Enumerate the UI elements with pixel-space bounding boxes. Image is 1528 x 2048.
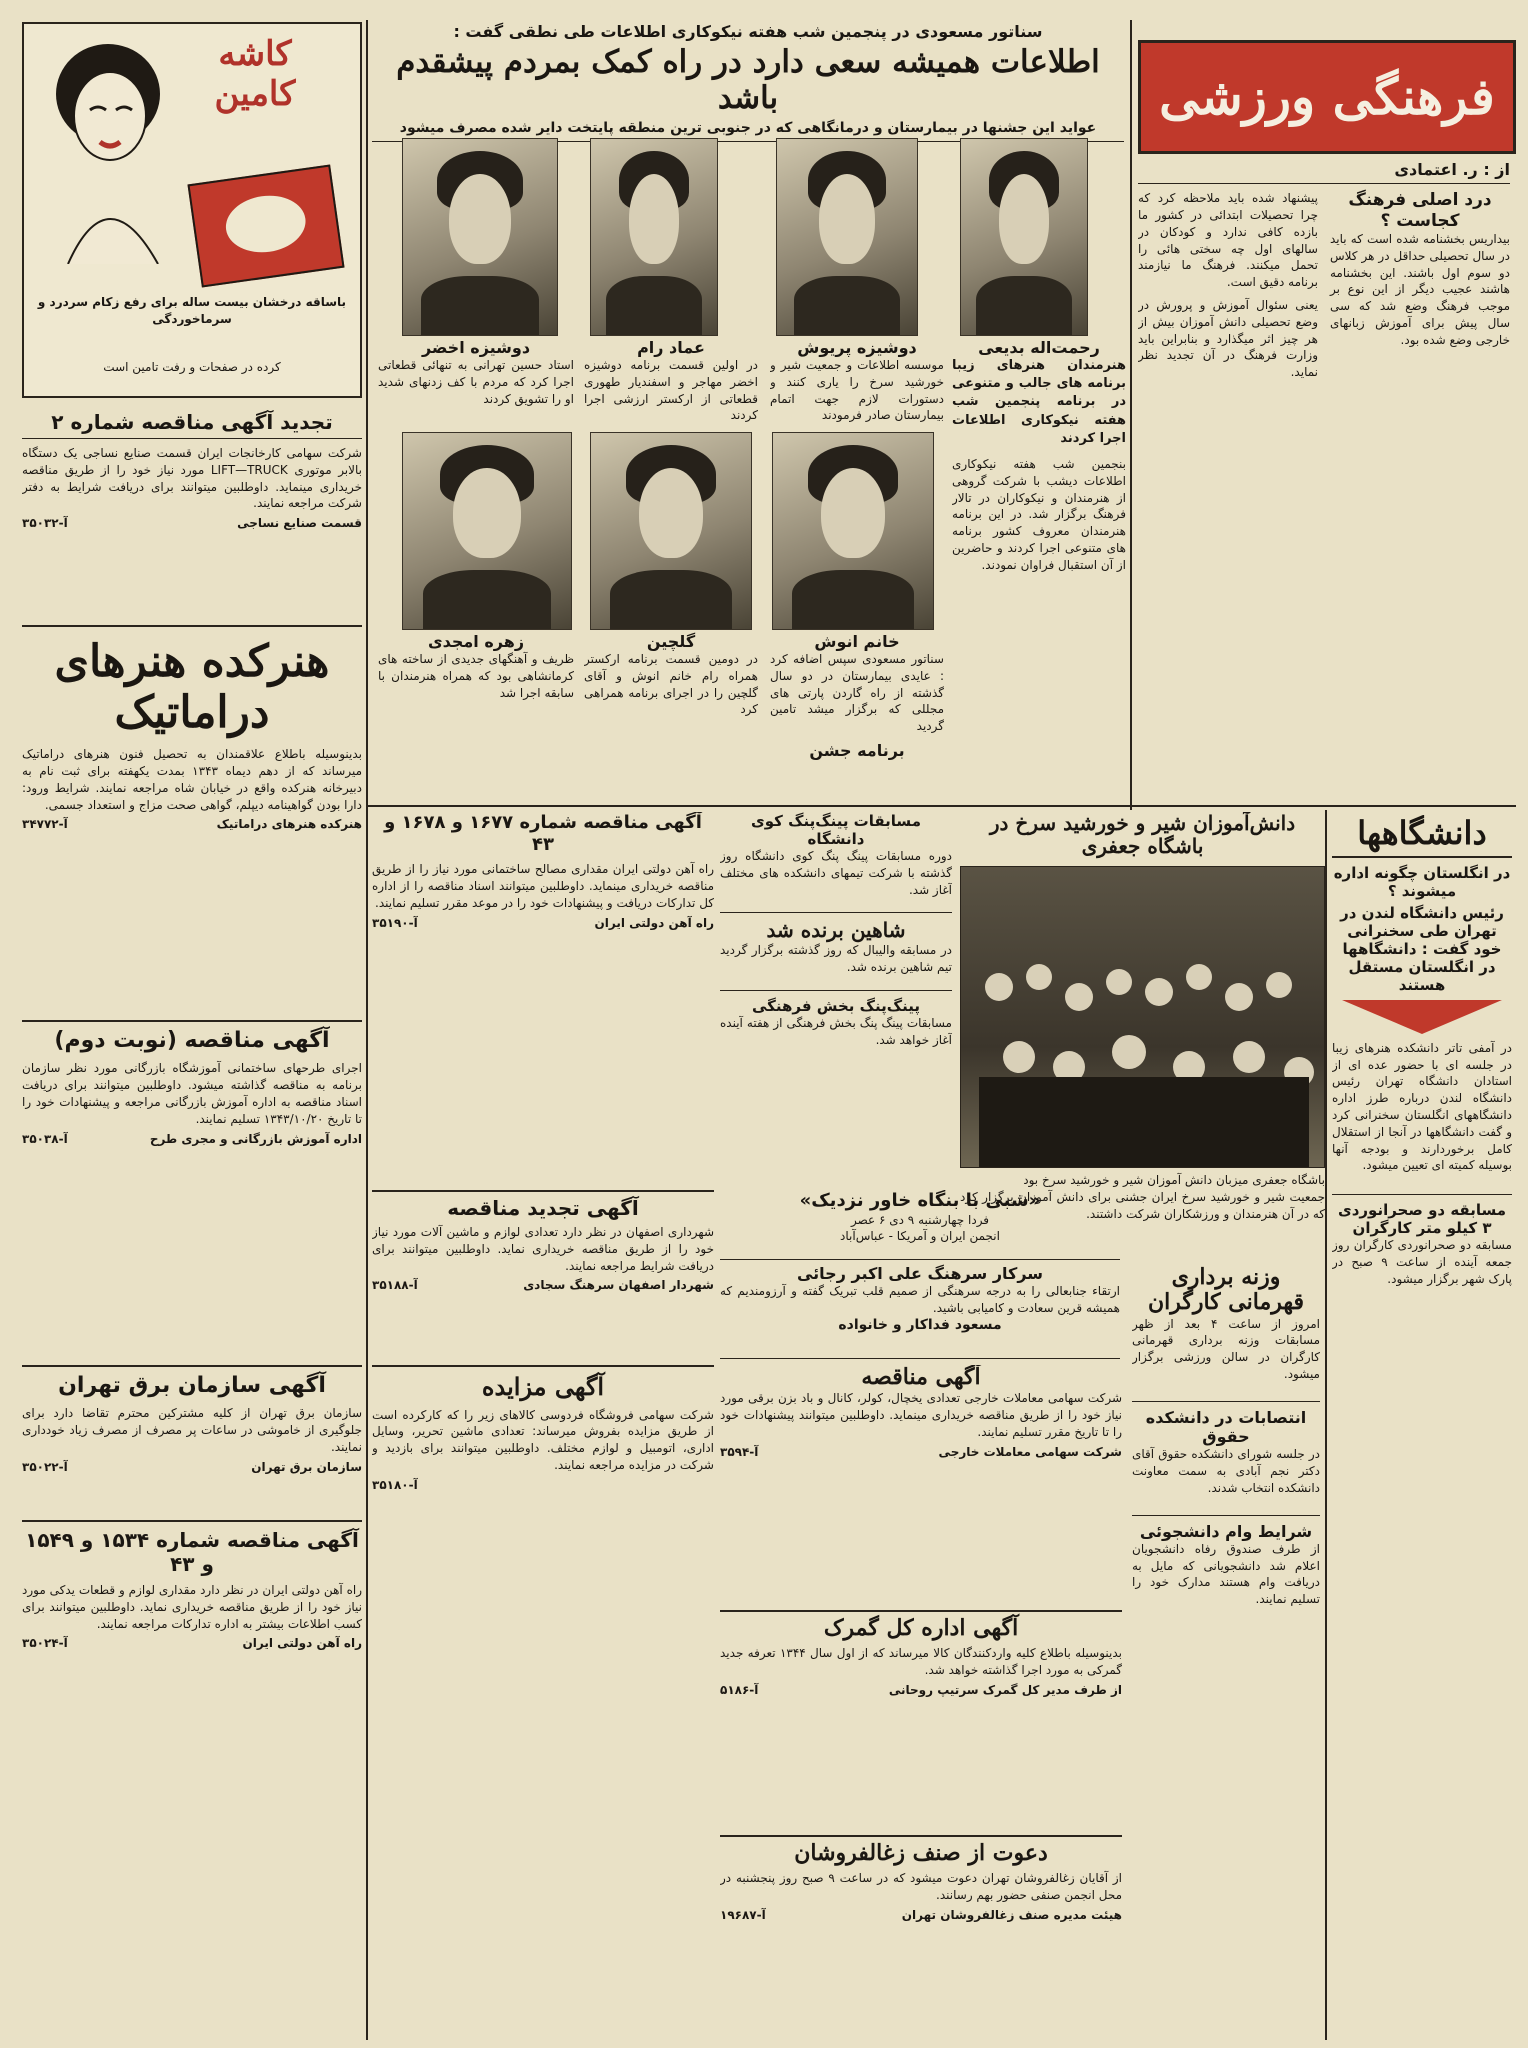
culture-question: درد اصلی فرهنگ کجاست ؟ [1348,190,1492,231]
invite-sign: هیئت مدیره صنف زغالفروشان تهران [901,1907,1122,1922]
tender-second-ref: آ-۳۵۰۳۸ [22,1131,68,1146]
race-title: مسابقه دو صحرانوردی ۳ کیلو متر کارگران [1332,1194,1512,1237]
renew-tender-sign: شهردار اصفهان سرهنگ سجادی [523,1278,714,1293]
customs-title: آگهی اداره کل گمرک [823,1615,1019,1641]
pingpong-section [720,812,952,1187]
shahin-text: در مسابقه والیبال که روز گذشته برگزار گردید تیم شاهین برنده شد. [720,943,952,975]
portrait-parivash [776,138,918,336]
tender-second-text: اجرای طرحهای ساختمانی آموزشگاه بازرگانی مورد نظر سازمان برنامه به مناقصه گذاشته میشود. داوطلبین میتوانند برای دریافت اسناد مناقصه به اداره آموزش بازرگانی مراجعه و پیشنهادات خود را تا تاریخ ۱۳۴۳/۱۰/۲۰ تسلیم نمایند. [22,1061,362,1126]
customs-ref: آ-۵۱۸۶ [720,1682,759,1697]
culture-author: از : ر. اعتمادی [1138,160,1510,184]
renew-tender-title: آگهی تجدید مناقصه [447,1196,639,1220]
prize-text: مسابقات پینگ پنگ بخش فرهنگی از هفته آینده آغاز خواهد شد. [720,1015,952,1047]
tender-1677-sign: راه آهن دولتی ایران [594,915,714,930]
weightlifting-title: وزنه برداری قهرمانی کارگران [1147,1265,1305,1316]
tender-2-notice [22,410,362,620]
tender-mid-title: آگهی مناقصه [861,1365,981,1390]
section-masthead: فرهنگی ورزشی [1138,40,1516,154]
invite-ref: آ-۱۹۶۸۷ [720,1907,766,1922]
congrats-title: سرکار سرهنگ علی اکبر رجائی [796,1264,1044,1283]
portrait-akhzar [402,138,558,336]
evening-line-2: انجمن ایران و آمریکا - عباس‌آباد [840,1229,1000,1244]
election-text: در جلسه شورای دانشکده حقوق آقای دکتر نجم آبادی به سمت معاونت دانشکده انتخاب شدند. [1132,1447,1320,1495]
drama-school-text: بدینوسیله باطلاع علاقمندان به تحصیل فنون هنرهای دراماتیک میرساند که از دهم دیماه ۱۳۴۳ بمدت یکهفته برای ثبت نام به دبیرخانه هنرکده واقع در خیابان شاه مراجعه نمایند. شرایط ورود: دارا بودن گواهینامه دیپلم، گواهی صحت مزاج و استعداد جسمی. [22,747,362,812]
evening-title: «شبی با بنگاه خاور نزدیک» [799,1190,1041,1211]
tender-2-text: شرکت سهامی کارخانجات ایران قسمت صنایع نساجی یک دستگاه بالابر موتوری LIFT—TRUCK مورد نیاز خود را از طریق مناقصه خریداری مینماید. داوطلبین میتوانند برای دریافت شرایط به دفتر شرکت مراجعه نمایند. [22,446,362,511]
program-label: برنامه جشن [809,740,905,760]
portrait-emad-ram [590,138,718,336]
renew-tender-notice [372,1190,714,1360]
name-anoush: خانم انوش [814,632,900,651]
portrait-anoush [772,432,934,630]
tender-1534-ref: آ-۳۵۰۲۴ [22,1636,68,1651]
tender-mid-notice [720,1365,1122,1605]
congrats-box [720,1264,1120,1359]
top-story-body-text: بنجمین شب هفته نیکوکاری اطلاعات دیشب با شرکت گروهی از هنرمندان و نیکوکاران در تالار فرهنگ برگزار شد. در این برنامه هنرمندان معروف کشور برنامه های متنوعی اجرا کردند و حاضرین از آن استقبال فراوان نمودند. [952,457,1126,572]
congrats-text: ارتقاء جنابعالی را به درجه سرهنگی از صمیم قلب تبریک گفته و آرزومندیم که همیشه قرین سعادت و کامیابی باشید. [720,1284,1120,1315]
caption-text-emad-ram: در اولین قسمت برنامه دوشیزه اخضر مهاجر و اسفندیار طهوری قطعاتی از ارکستر ارزشی اجرا کردند [584,358,758,423]
evening-line-1: فردا چهارشنبه ۹ دی ۶ عصر [850,1212,990,1227]
auction-title: آگهی مزایده [481,1372,605,1401]
name-badiei: رحمت‌اله بدیعی [978,338,1100,357]
electric-text: سازمان برق تهران از کلیه مشترکین محترم تقاضا دارد برای جلوگیری از خاموشی در ساعات پر مصرف از مصرف زیاد خودداری نمایند. [22,1406,362,1454]
drama-school-notice [22,625,362,1015]
portrait-golchin [590,432,752,630]
caption-text-golchin: در دومین قسمت برنامه ارکستر همراه رام خانم انوش و آقای گلچین را در اجرای برنامه همراهی کرد [584,652,758,717]
caption-text-amjadi: ظریف و آهنگهای جدیدی از ساخته های کرمانشاهی بود که همراه هنرمندان با سابقه اجرا شد [378,652,574,700]
tender-1534-notice [22,1520,362,2040]
top-story-kicker: سناتور مسعودی در پنجمین شب هفته نیکوکاری اطلاعات طی نطقی گفت : [453,22,1043,41]
column-rule [366,20,368,2040]
students-story-text: جمعیت شیر و خورشید سرخ ایران جشنی برای دانش آموزان برگزار کرد که در آن هنرمندان و ورزشکاران شرکت داشتند. [960,1189,1325,1221]
students-photo-caption: باشگاه جعفری میزبان دانش آموزان شیر و خورشید سرخ بود [1023,1173,1325,1187]
name-amjadi: زهره امجدی [427,632,525,651]
tender-1677-title: آگهی مناقصه شماره ۱۶۷۷ و ۱۶۷۸ و ۴۳ [384,812,702,855]
loan-title: شرایط وام دانشجوئی [1132,1515,1320,1541]
electric-ref: آ-۳۵۰۲۲ [22,1459,68,1474]
auction-text: شرکت سهامی فروشگاه فردوسی کالاهای زیر را که کارکرده است از طریق مزایده بفروش میرساند: تعدادی ماشین تحریر، وسایل اداری، اتومبیل و لوازم مختلف. داوطلبین میتوانند برای بازدید و شرکت در مزایده مراجعه نمایند. [372,1407,714,1472]
shahin-title: شاهین برنده شد [720,912,952,942]
race-text: مسابقه دو صحرانوردی کارگران روز جمعه آینده از ساعت ۹ صبح در پارک شهر برگزار میشود. [1332,1238,1512,1286]
customs-text: بدینوسیله باطلاع کلیه واردکنندگان کالا میرساند که از اول سال ۱۳۴۴ تعرفه جدید گمرکی به مورد اجرا گذاشته خواهد شد. [720,1646,1122,1678]
culture-text-3: یعنی سئوال آموزش و پرورش در وضع تحصیلی دانش آموزان بیش از هر چیز اثر میگذارد و بنابراین باید وزارت فرهنگ در آن تجدید نظر نماید. [1138,297,1318,380]
ad-woman-illustration [38,34,188,264]
invite-title: دعوت از صنف زغالفروشان [794,1840,1048,1866]
customs-notice [720,1610,1122,1830]
top-story-headline: اطلاعات همیشه سعی دارد در راه کمک بمردم پیشقدم باشد [396,44,1100,116]
election-title: انتصابات در دانشکده حقوق [1132,1401,1320,1446]
tender-1677-notice [372,812,714,1187]
universities-text: در آمفی تاتر دانشکده هنرهای زیبا در جلسه ای با حضور عده ای از استادان دانشگاه تهران رئیس دانشگاه لندن درباره طرز اداره دانشگاههای انگلستان سخنرانی کرد و گفت دانشگاهها در آنجا از استقلال کامل برخوردارند و بودجه آنها بوسیله کمیته ای تعیین میشود. [1332,1040,1512,1173]
electric-sign: سازمان برق تهران [251,1459,362,1474]
portrait-amjadi [402,432,572,630]
section-rule [366,805,1516,807]
caption-text-anoush: سناتور مسعودی سپس اضافه کرد : عایدی بیمارستان در دو سال گذشته از راه گاردن پارتی های مجللی که برگزار میشد تامین گردید [770,652,944,734]
tender-1534-text: راه آهن دولتی ایران در نظر دارد مقداری لوازم و قطعات یدکی مورد نیاز خود را از طریق مناقصه خریداری نماید. داوطلبین میتوانند برای کسب اطلاعات بیشتر به اداره تدارکات مراجعه نمایند. [22,1583,362,1631]
pingpong-title: مسابقات پینگ‌پنگ کوی دانشگاه [751,812,921,848]
drama-school-title: هنرکده هنرهای دراماتیک [54,636,330,738]
universities-question: در انگلستان چگونه اداره میشوند ؟ [1333,863,1511,900]
renew-tender-ref: آ-۳۵۱۸۸ [372,1278,418,1293]
tender-2-title: تجدید آگهی مناقصه شماره ۲ [22,410,362,439]
congrats-sign: مسعود فداکار و خانواده [838,1316,1002,1333]
universities-subhead: رئیس دانشگاه لندن در تهران طی سخنرانی خود گفت : دانشگاهها در انگلستان مستقل هستند [1340,903,1504,994]
tender-second-round [22,1020,362,1360]
pingpong-text: دوره مسابقات پینگ پنگ کوی دانشگاه روز گذشته با شرکت تیمهای دانشکده های مختلف آغاز شد. [720,849,952,897]
culture-text-2: پیشنهاد شده باید ملاحظه کرد که چرا تحصیلات ابتدائی در کشور ما بازده کافی ندارد و کودکان در سالهای اول چه سختی هائی را تحمل میکنند. فرهنگ ما نیازمند برنامه دقیق است. [1138,191,1318,290]
column-rule [1130,20,1132,810]
drama-school-sign: هنرکده هنرهای دراماتیک [216,817,362,832]
renew-tender-text: شهرداری اصفهان در نظر دارد تعدادی لوازم و ماشین آلات مورد نیاز خود را از طریق مناقصه خریداری نماید. داوطلبین میتوانند برای دریافت شرایط مراجعه نمایند. [372,1225,714,1273]
ad-brand: کاشه کامین [214,34,296,114]
caption-amjadi [378,632,574,802]
caption-text-badiei: هنرمندان هنرهای زیبا برنامه های جالب و متنوعی در برنامه پنجمین شب هفته نیکوکاری اطلاعات اجرا کردند [952,358,1126,446]
name-parivash: دوشیزه پریوش [797,338,917,357]
culture-column [1138,160,1510,800]
name-emad-ram: عماد رام [637,338,705,357]
ad-footer: کرده در صفحات و رفت تامین است [103,360,281,374]
tender-second-sign: اداره آموزش بازرگانی و مجری طرح [149,1131,362,1146]
caption-golchin [584,632,758,802]
universities-section [1332,815,1512,2040]
auction-notice [372,1365,714,2040]
name-akhzar: دوشیزه اخضر [421,338,531,357]
sports-mid-column [1132,1265,1320,2040]
invite-notice [720,1835,1122,2040]
top-story-subhead: عواید این جشنها در بیمارستان و درمانگاهی که در جنوبی ترین منطقه پایتخت دایر شده مصرف میشود [372,120,1124,142]
cosmetic-ad [22,22,362,398]
drama-school-ref: آ-۳۴۷۷۲ [22,817,68,832]
ad-text: باساقه درخشان بیست ساله برای رفع زکام سردرد و سرماخوردگی [37,295,347,326]
weightlifting-text: امروز از ساعت ۴ بعد از ظهر مسابقات وزنه برداری قهرمانی کارگران در سالن ورزشی برگزار میشود. [1132,1316,1320,1381]
auction-ref: آ-۳۵۱۸۰ [372,1477,418,1492]
portrait-badiei [960,138,1088,336]
prize-title: پینگ‌پنگ بخش فرهنگی [720,990,952,1015]
tender-mid-sign: شرکت سهامی معاملات خارجی [938,1444,1122,1459]
tender-1534-title: آگهی مناقصه شماره ۱۵۳۴ و ۱۵۴۹ و ۴۳ [25,1528,359,1576]
top-story-body [952,456,1126,796]
tender-second-title: آگهی مناقصه (نوبت دوم) [54,1028,330,1053]
column-rule [1325,810,1327,2040]
tender-mid-ref: آ-۳۵۹۴ [720,1444,759,1459]
evening-box [720,1190,1120,1260]
caption-text-parivash: موسسه اطلاعات و جمعیت شیر و خورشید سرخ را یاری کنند و دستورات لازم جهت اتمام بیمارستان صادر فرمودند [770,358,944,423]
tender-mid-text: شرکت سهامی معاملات خارجی تعدادی یخچال، کولر، کانال و باد بزن برقی مورد نیاز خود را از طریق مناقصه خریداری مینماید. داوطلبین میتوانند پیشنهادات خود را تا تاریخ مقرر تسلیم نمایند. [720,1391,1122,1439]
ad-product-box [187,164,344,287]
students-story-title: دانش‌آموزان شیر و خورشید سرخ در باشگاه جعفری [989,812,1296,858]
tender-2-sign: قسمت صنایع نساجی [237,516,362,531]
tender-1677-ref: آ-۳۵۱۹۰ [372,915,418,930]
tender-1677-text: راه آهن دولتی ایران مقداری مصالح ساختمانی مورد نیاز را از طریق مناقصه خریداری مینماید. داوطلبین میتوانند اسناد مناقصه را از اداره کل تدارکات دریافت و پیشنهادات خود را در موعد مقرر تسلیم نمایند. [372,862,714,910]
caption-text-akhzar: استاد حسین تهرانی به تنهائی قطعاتی اجرا کرد که مردم با کف زدنهای شدید او را تشویق کردند [378,358,574,406]
universities-title: دانشگاهها [1332,815,1512,858]
red-arrow-icon [1332,1000,1512,1040]
students-group-photo [960,866,1325,1168]
caption-badiei [952,338,1126,448]
electric-title: آگهی سازمان برق تهران [58,1373,326,1398]
customs-sign: از طرف مدیر کل گمرک سرتیپ روحانی [888,1682,1122,1697]
caption-anoush [770,632,944,802]
tender-2-ref: آ-۳۵۰۳۲ [22,516,68,531]
invite-text: از آقایان زغالفروشان تهران دعوت میشود که در ساعت ۹ صبح روز پنجشنبه در محل انجمن صنفی حضور بهم رسانند. [720,1871,1122,1903]
culture-text-1: بیداریس بخشنامه شده است که باید در سال تحصیلی حداقل در هر کلاس دو سوم اول باشند. این بخشنامه هاشند عجیب دیگر از این نوع بر موجب فرهنگ وضع شد که سی سال پیش برای آموزش زبانهای خارجی وضع شده بود. [1330,231,1510,347]
electric-notice [22,1365,362,1515]
name-golchin: گلچین [646,632,696,651]
loan-text: از طرف صندوق رفاه دانشجویان اعلام شد دانشجویانی که مایل به دریافت وام هستند مدارک خود را تسلیم نمایند. [1132,1541,1320,1607]
tender-1534-sign: راه آهن دولتی ایران [242,1636,362,1651]
